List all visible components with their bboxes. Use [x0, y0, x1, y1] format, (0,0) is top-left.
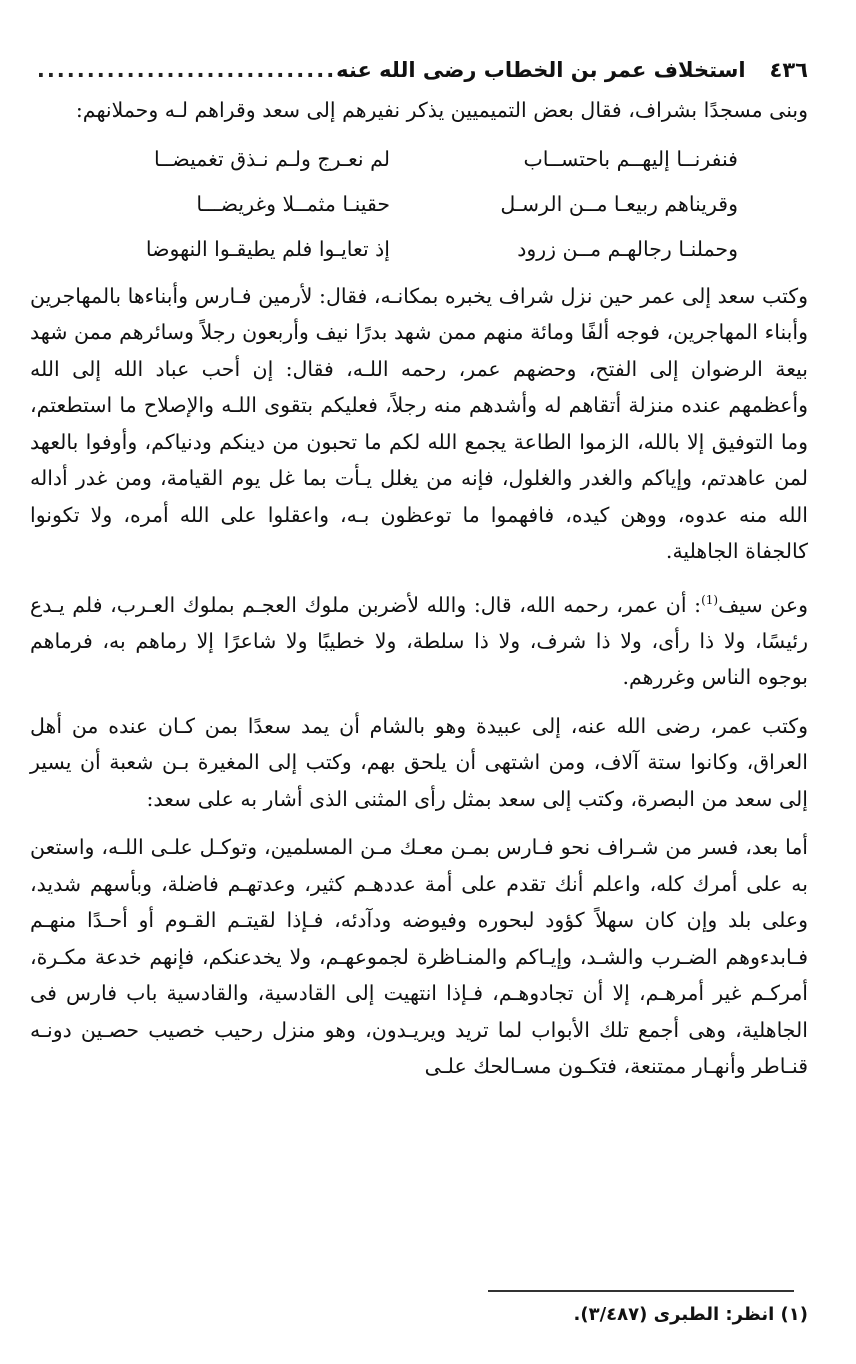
page-header: [30, 52, 808, 88]
verse-first-hemistich: وحملنـا رجالهـم مــن زرود: [517, 236, 738, 261]
poem-verse: [90, 137, 738, 182]
page-number: ٤٣٦: [769, 58, 808, 82]
poem-verse: [90, 182, 738, 227]
paragraph-letters: وكتب عمر، رضى الله عنه، إلى عبيدة وهو بالشام أن يمد سعدًا بمن كـان عنده من أهل العراق، وكانوا ستة آلاف، ومن اشتهى أن يلحق بهم، وكتب إلى المغيرة بـن شعبة أن يسير إلى سعد من البصرة، وكتب إلى سعد بمثل رأى المثنى الذى أشار به على سعد:: [30, 713, 808, 811]
paragraph-omar-speech: وكتب سعد إلى عمر حين نزل شراف يخبره بمكانـه، فقال: لأرمين فـارس وأبناءها بالمهاجرين وأبناء المهاجرين، فوجه ألفًا ومائة منهم ممن شهد بدرًا نيف وأربعون رجلاً وسائرهم ممن شهد بيعة الرضوان إلى الفتح، وحضهم عمر، رحمه اللـه، فقال: إن أحب عباد الله إلى الله وأعظمهم عنده منزلة أتقاهم له وأشدهم منه رجلاً، فعليكم بتقوى اللـه والإصلاح ما استطعتم، وما التوفيق إلا بالله، الزموا الطاعة يجمع الله لكم ما تحبون من دينكم ودنياكم، وأوفوا بالعهد لمن عاهدتم، وإياكم والغدر والغلول، فإنه من يغلل يـأت بما غل يوم القيامة، ومن غدر أداله الله منه عدوه، ووهن كيده، فافهموا ما توعظون بـه، واعقلوا على الله أمره، ولا تكونوا كالجفاة الجاهلية.: [30, 283, 808, 563]
footnote-marker[interactable]: (1): [701, 592, 719, 607]
leader-dots: ..............................: [36, 58, 337, 82]
verse-second-hemistich: لم نعـرج ولـم نـذق تغميضــا: [154, 146, 390, 171]
poem-verse: [90, 227, 738, 272]
sayf-rest: : أن عمر، رحمه الله، قال: والله لأضربن ملوك العجـم بملوك العـرب، فلم يـدع رئيسًا، ولا ذا رأى، ولا ذا شرف، ولا ذا سلطة، ولا خطيبًا ولا شاعرًا إلا رماهم به، فرماهم بوجوه الناس وغررهم.: [30, 592, 808, 690]
poem: [30, 137, 808, 272]
sayf-start: وعن سيف: [718, 592, 808, 617]
verse-first-hemistich: فنفرنــا إليهــم باحتســاب: [523, 146, 738, 171]
intro-paragraph: وبنى مسجدًا بشراف، فقال بعض التميميين يذكر نفيرهم إلى سعد وقراهم لـه وحملانهم:: [75, 98, 808, 122]
footnote: (١) انظر: الطبرى (٣/٤٨٧).: [573, 1304, 808, 1325]
running-title: استخلاف عمر بن الخطاب رضى الله عنه: [336, 58, 746, 82]
main-text: [30, 92, 808, 1085]
footnote-divider: [488, 1290, 794, 1292]
verse-first-hemistich: وقريناهم ربيعـا مــن الرسـل: [500, 191, 738, 216]
verse-second-hemistich: إذ تعايـوا فلم يطيقـوا النهوضا: [145, 236, 390, 261]
paragraph-sayf: [30, 582, 808, 696]
verse-second-hemistich: حقينـا مثمــلا وغريضـــا: [196, 191, 390, 216]
paragraph-instructions: أما بعد، فسر من شـراف نحو فـارس بمـن معـك مـن المسلمين، وتوكـل علـى اللـه، واستعن به على أمرك كله، واعلم أنك تقدم على أمة عددهـم كثير، وعدتهـم فاضلة، وبأسهم شديد، وعلى بلد وإن كان سهلاً كؤود لبحوره وفيوضه ودآدئه، فـإذا لقيتـم القـوم أو أحـدًا منهـم فـابدءوهم الضـرب والشـد، وإيـاكم والمنـاظرة لجموعهـم، ولا يخدعنكم، فإنهم خدعة مكـرة، أمركـم غير أمرهـم، إلا أن تجادوهـم، فـإذا انتهيت إلى القادسية، والقادسية باب فارس فى الجاهلية، وهى أجمع تلك الأبواب لما تريد ويريـدون، وهو منزل رحيب خصيب حصـين دونـه قنـاطر وأنهـار ممتنعة، فتكـون مسـالحك علـى: [30, 835, 808, 1079]
